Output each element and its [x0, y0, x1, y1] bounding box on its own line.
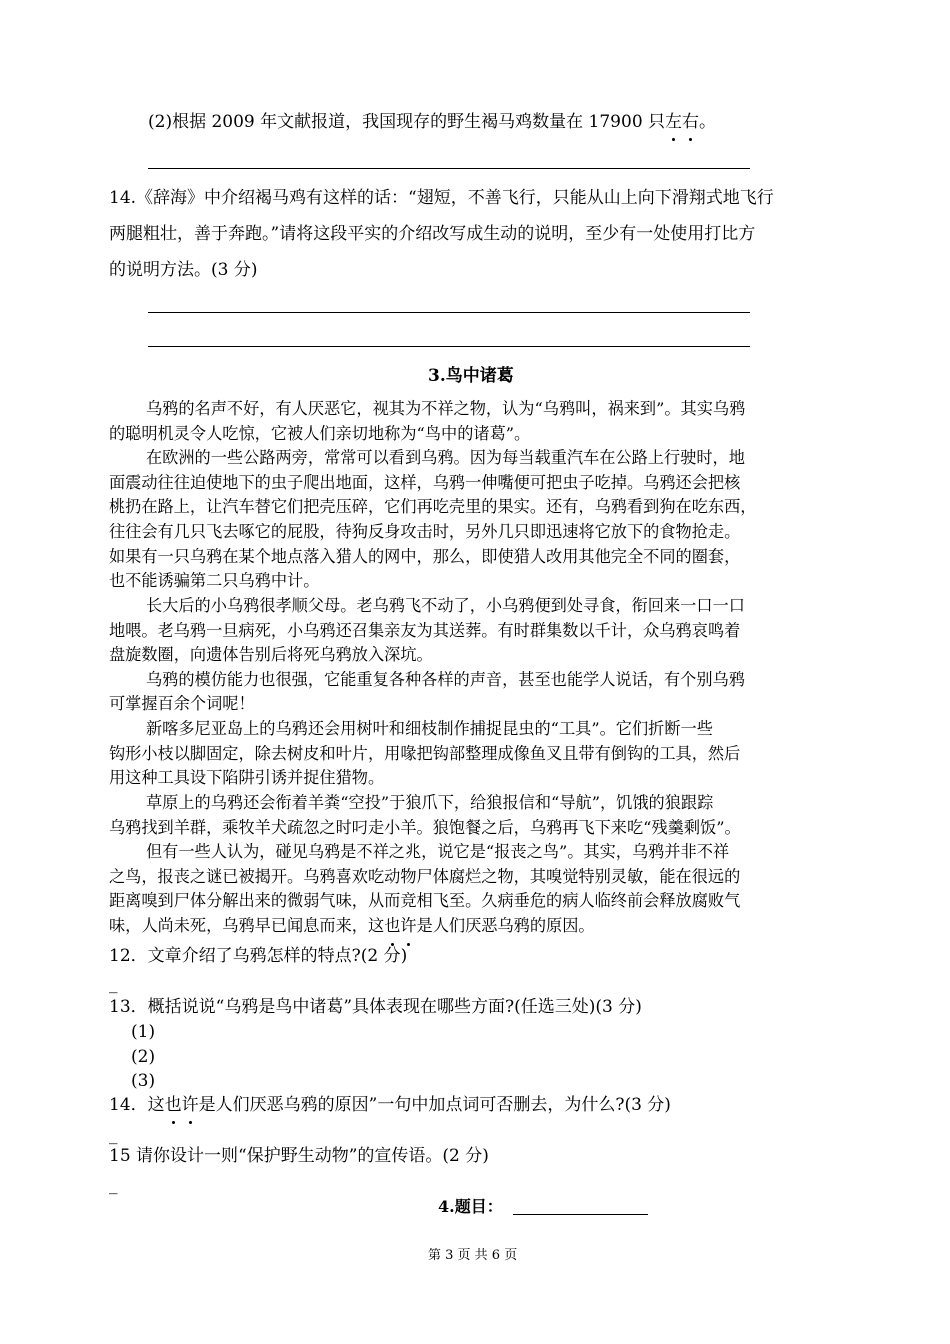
- title-answer-line[interactable]: [513, 1214, 648, 1215]
- item-text: (2)根据 2009 年文献报道，我国现存的野生褐马鸡数量在 17900 只: [148, 112, 666, 132]
- paragraph-line: 长大后的小乌鸦很孝顺父母。老乌鸦飞不动了，小乌鸦便到处寻食，衔回来一口一口: [146, 596, 745, 615]
- line-text: 是人们厌恶乌鸦的原因。: [416, 916, 595, 935]
- question-text: 14．这: [109, 1095, 165, 1115]
- emphasis-char: 左: [665, 112, 683, 132]
- question-item-2: [148, 110, 716, 134]
- question-15: 15 请你设计一则“保护野生动物”的宣传语。(2 分): [109, 1146, 489, 1166]
- question-14-line-3: 的说明方法。(3 分): [109, 260, 258, 280]
- question-14: [109, 1093, 671, 1117]
- paragraph-line: 桃扔在路上，让汽车替它们把壳压碎，它们再吃壳里的果实。还有，乌鸦看到狗在吃东西，: [109, 497, 757, 516]
- emphasis-char: 右: [682, 112, 700, 132]
- paragraph-line: 钩形小枝以脚固定，除去树皮和叶片，用喙把钩部整理成像鱼叉且带有倒钩的工具，然后: [109, 744, 741, 763]
- paragraph-line: 草原上的乌鸦还会衔着羊粪“空投”于狼爪下，给狼报信和“导航”，饥饿的狼跟踪: [146, 793, 714, 812]
- paragraph-line: 新喀多尼亚岛上的乌鸦还会用树叶和细枝制作捕捉昆虫的“工具”。它们折断一些: [146, 719, 713, 738]
- question-12: 12．文章介绍了乌鸦怎样的特点?(2 分): [109, 946, 408, 966]
- paragraph-line: 地喂。老乌鸦一旦病死，小乌鸦还召集亲友为其送葬。有时群集数以千计，众乌鸦哀鸣着: [109, 621, 741, 640]
- paragraph-line: 距离嗅到尸体分解出来的微弱气味，从而竞相飞至。久病垂危的病人临终前会释放腐败气: [109, 891, 741, 910]
- paragraph-line: 往往会有几只飞去啄它的屁股，待狗反身攻击时，另外几只即迅速将它放下的食物抢走。: [109, 522, 741, 541]
- answer-item-1[interactable]: (1): [131, 1022, 156, 1042]
- section-4-label: 4.题目：: [438, 1197, 503, 1216]
- question-14-line-2: 两腿粗壮，善于奔跑。”请将这段平实的介绍改写成生动的说明，至少有一处使用打比方: [109, 224, 756, 244]
- paragraph-line: 乌鸦找到羊群，乘牧羊犬疏忽之时叼走小羊。狼饱餐之后，乌鸦再飞下来吃“残羹剩饭”。: [109, 818, 741, 837]
- paragraph-line: 用这种工具设下陷阱引诱并捉住猎物。: [109, 768, 385, 787]
- answer-blank[interactable]: _: [109, 1175, 118, 1195]
- paragraph-line: 也不能诱骗第二只乌鸦中计。: [109, 571, 320, 590]
- line-text: 味，人尚未死，乌鸦早已闻息而来，这: [109, 916, 385, 935]
- answer-item-3[interactable]: (3): [131, 1071, 156, 1091]
- paragraph-line: 但有一些人认为，碰见乌鸦是不祥之兆，说它是“报丧之鸟”。其实，乌鸦并非不祥: [146, 842, 730, 861]
- paragraph-line: 盘旋数圈，向遗体告别后将死乌鸦放入深坑。: [109, 645, 433, 664]
- paragraph-line: 乌鸦的模仿能力也很强，它能重复各种各样的声音，甚至也能学人说话，有个别乌鸦: [146, 670, 745, 689]
- answer-blank[interactable]: _: [109, 1125, 118, 1145]
- paragraph-line: 在欧洲的一些公路两旁，常常可以看到乌鸦。因为每当载重汽车在公路上行驶时，地: [146, 448, 745, 467]
- emphasis-char: 也: [164, 1095, 182, 1115]
- section-title: 3.鸟中诸葛: [428, 366, 514, 386]
- answer-line[interactable]: [148, 346, 750, 347]
- item-text-end: 。: [699, 112, 717, 132]
- paragraph-line: 如果有一只乌鸦在某个地点落入猎人的网中，那么，即使猎人改用其他完全不同的圈套，: [109, 547, 741, 566]
- question-text: 是人们厌恶乌鸦的原因”一句中加点词可否删去，为什么?(3 分): [198, 1095, 671, 1115]
- paragraph-line: [109, 914, 595, 939]
- answer-item-2[interactable]: (2): [131, 1047, 156, 1067]
- emphasis-char: 许: [400, 914, 416, 939]
- paragraph-line: 之鸟，报丧之谜已被揭开。乌鸦喜欢吃动物尸体腐烂之物，其嗅觉特别灵敏，能在很远的: [109, 867, 741, 886]
- question-14-line-1: 14.《辞海》中介绍褐马鸡有这样的话：“翅短，不善飞行，只能从山上向下滑翔式地飞行: [109, 188, 774, 208]
- paragraph-line: 面震动往往迫使地下的虫子爬出地面，这样，乌鸦一伸嘴便可把虫子吃掉。乌鸦还会把核: [109, 473, 741, 492]
- question-13: 13．概括说说“乌鸦是鸟中诸葛”具体表现在哪些方面?(任选三处)(3 分): [109, 997, 642, 1017]
- emphasis-char: 许: [181, 1095, 199, 1115]
- page-footer: 第 3 页 共 6 页: [428, 1248, 518, 1263]
- paragraph-line: 可掌握百余个词呢！: [109, 694, 255, 713]
- paragraph-line: 的聪明机灵令人吃惊，它被人们亲切地称为“鸟中的诸葛”。: [109, 424, 531, 443]
- answer-line[interactable]: [148, 168, 750, 169]
- emphasis-char: 也: [384, 914, 400, 939]
- answer-line[interactable]: [148, 312, 750, 313]
- answer-blank[interactable]: _: [109, 974, 118, 994]
- paragraph-line: 乌鸦的名声不好，有人厌恶它，视其为不祥之物，认为“乌鸦叫，祸来到”。其实乌鸦: [146, 399, 746, 418]
